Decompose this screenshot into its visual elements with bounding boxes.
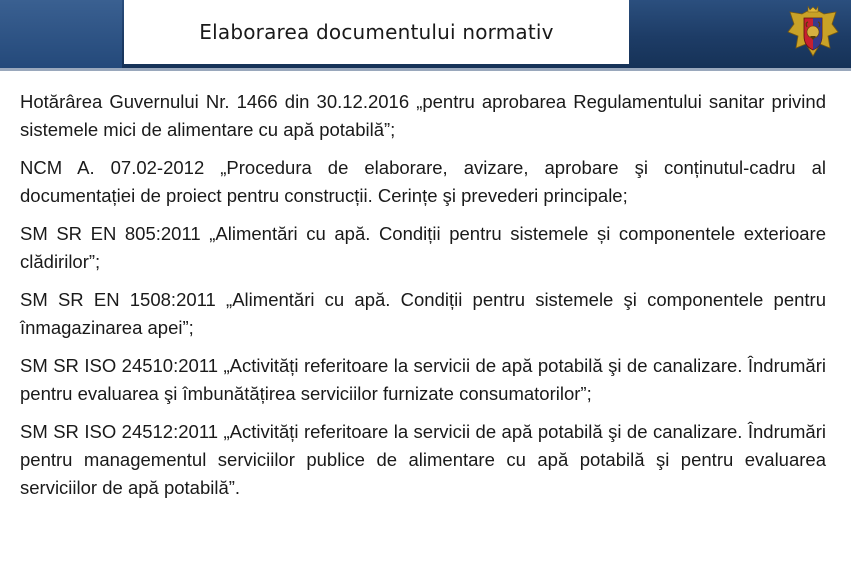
header-divider xyxy=(0,68,851,71)
paragraph-ncm-a07: NCM A. 07.02-2012 „Procedura de elaborare, avizare, aprobare şi conținutul-cadru al documentației de proiect pentru construcții. Cerințe şi prevederi principale; xyxy=(20,157,826,206)
paragraph-sm-sr-iso-24512: SM SR ISO 24512:2011 „Activități referitoare la servicii de apă potabilă şi de canalizare. Îndrumări pentru managementul serviciilor publice de alimentare cu apă potabilă şi pentru evaluarea serviciilor de apă potabilă”. xyxy=(20,421,826,498)
paragraph-sm-sr-iso-24510: SM SR ISO 24510:2011 „Activități referitoare la servicii de apă potabilă şi de canalizare. Îndrumări pentru evaluarea şi îmbunătățirea serviciilor furnizate consumatorilor”; xyxy=(20,355,826,404)
paragraph-sm-sr-en-805: SM SR EN 805:2011 „Alimentări cu apă. Condiții pentru sistemele și componentele exterioare clădirilor”; xyxy=(20,223,826,272)
paragraph-sm-sr-en-1508: SM SR EN 1508:2011 „Alimentări cu apă. Condiții pentru sistemele şi componentele pentru înmagazinarea apei”; xyxy=(20,289,826,338)
page-title: Elaborarea documentului normativ xyxy=(199,20,554,44)
document-body xyxy=(20,88,826,512)
header-band xyxy=(0,0,851,68)
paragraph-hg-1466: Hotărârea Guvernului Nr. 1466 din 30.12.2016 „pentru aprobarea Regulamentului sanitar privind sistemele mici de alimentare cu apă potabilă”; xyxy=(20,91,826,140)
moldova-coat-of-arms-icon xyxy=(782,2,844,64)
header-left-panel xyxy=(0,0,122,68)
